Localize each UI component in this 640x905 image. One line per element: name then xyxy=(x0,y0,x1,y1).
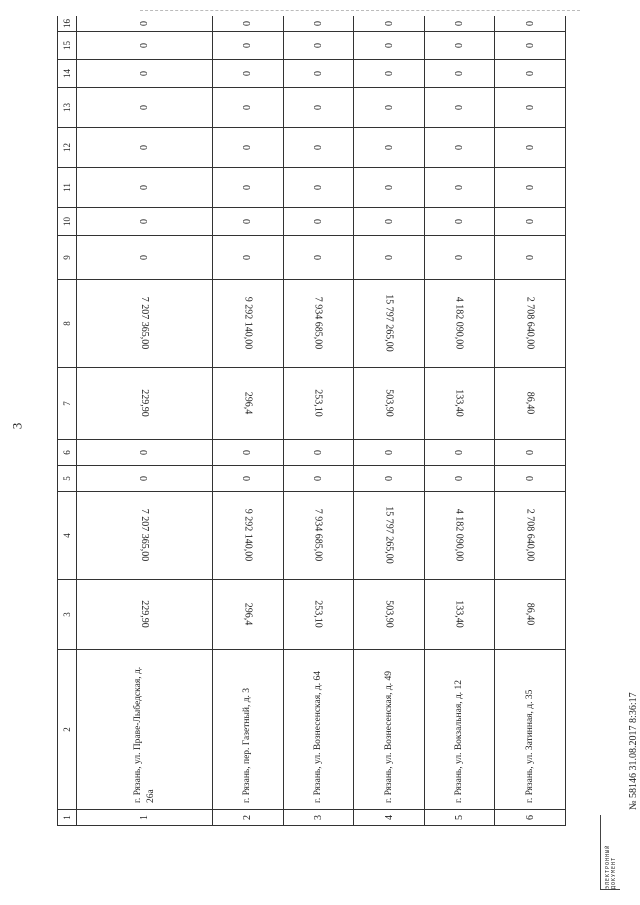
header-cell: 14 xyxy=(58,60,77,88)
value-cell: 0 xyxy=(213,60,284,88)
value-cell: 0 xyxy=(495,60,566,88)
value-cell: 0 xyxy=(283,466,354,492)
value-cell: 0 xyxy=(354,440,425,466)
value-cell: 229,90 xyxy=(77,368,213,440)
header-cell: 2 xyxy=(58,650,77,810)
address-cell: г. Рязань, ул. Вознесенская, д. 49 xyxy=(354,650,425,810)
value-cell: 0 xyxy=(495,32,566,60)
value-cell: 0 xyxy=(213,466,284,492)
value-cell: 0 xyxy=(354,208,425,236)
value-cell: 9 292 140,00 xyxy=(213,280,284,368)
value-cell: 9 292 140,00 xyxy=(213,492,284,580)
header-cell: 6 xyxy=(58,440,77,466)
value-cell: 0 xyxy=(495,88,566,128)
value-cell: 0 xyxy=(495,236,566,280)
table-row xyxy=(424,16,495,826)
value-cell: 0 xyxy=(213,88,284,128)
header-cell: 1 xyxy=(58,810,77,826)
value-cell: 0 xyxy=(424,60,495,88)
table-row xyxy=(213,16,284,826)
address-cell: г. Рязань, ул. Затинная, д. 35 xyxy=(495,650,566,810)
page-number: 3 xyxy=(9,422,25,430)
value-cell: 0 xyxy=(283,60,354,88)
value-cell: 2 708 640,00 xyxy=(495,280,566,368)
value-cell: 503,90 xyxy=(354,580,425,650)
value-cell: 0 xyxy=(213,168,284,208)
value-cell: 0 xyxy=(77,32,213,60)
row-number-cell: 6 xyxy=(495,810,566,826)
value-cell: 7 934 685,00 xyxy=(283,492,354,580)
value-cell: 133,40 xyxy=(424,580,495,650)
value-cell: 0 xyxy=(77,440,213,466)
value-cell: 15 797 265,00 xyxy=(354,280,425,368)
address-cell: г. Рязань, ул. Вознесенская, д. 64 xyxy=(283,650,354,810)
value-cell: 0 xyxy=(354,16,425,32)
value-cell: 15 797 265,00 xyxy=(354,492,425,580)
value-cell: 0 xyxy=(77,60,213,88)
header-cell: 10 xyxy=(58,208,77,236)
header-cell: 15 xyxy=(58,32,77,60)
value-cell: 0 xyxy=(213,236,284,280)
value-cell: 0 xyxy=(424,440,495,466)
value-cell: 0 xyxy=(283,168,354,208)
value-cell: 0 xyxy=(354,32,425,60)
value-cell: 7 207 365,00 xyxy=(77,280,213,368)
header-cell: 13 xyxy=(58,88,77,128)
value-cell: 0 xyxy=(424,208,495,236)
value-cell: 0 xyxy=(213,16,284,32)
value-cell: 4 182 090,00 xyxy=(424,280,495,368)
value-cell: 0 xyxy=(424,128,495,168)
value-cell: 0 xyxy=(77,208,213,236)
value-cell: 7 207 365,00 xyxy=(77,492,213,580)
value-cell: 0 xyxy=(213,32,284,60)
value-cell: 296,4 xyxy=(213,368,284,440)
header-row xyxy=(58,16,77,826)
value-cell: 0 xyxy=(424,466,495,492)
value-cell: 0 xyxy=(495,208,566,236)
value-cell: 86,40 xyxy=(495,580,566,650)
value-cell: 0 xyxy=(213,208,284,236)
value-cell: 0 xyxy=(424,168,495,208)
value-cell: 7 934 685,00 xyxy=(283,280,354,368)
address-cell: г. Рязань, пер. Газетный, д. 3 xyxy=(213,650,284,810)
header-cell: 7 xyxy=(58,368,77,440)
value-cell: 133,40 xyxy=(424,368,495,440)
value-cell: 0 xyxy=(495,440,566,466)
register-table-container xyxy=(57,16,566,826)
value-cell: 0 xyxy=(283,16,354,32)
row-number-cell: 3 xyxy=(283,810,354,826)
value-cell: 0 xyxy=(354,88,425,128)
value-cell: 0 xyxy=(495,16,566,32)
value-cell: 296,4 xyxy=(213,580,284,650)
register-table xyxy=(57,16,566,826)
value-cell: 2 708 640,00 xyxy=(495,492,566,580)
header-cell: 3 xyxy=(58,580,77,650)
header-cell: 5 xyxy=(58,466,77,492)
value-cell: 0 xyxy=(283,32,354,60)
value-cell: 503,90 xyxy=(354,368,425,440)
header-cell: 8 xyxy=(58,280,77,368)
value-cell: 4 182 090,00 xyxy=(424,492,495,580)
value-cell: 0 xyxy=(213,440,284,466)
value-cell: 0 xyxy=(424,88,495,128)
value-cell: 0 xyxy=(424,16,495,32)
header-cell: 12 xyxy=(58,128,77,168)
value-cell: 0 xyxy=(77,168,213,208)
table-row xyxy=(77,16,213,826)
value-cell: 0 xyxy=(283,88,354,128)
table-row xyxy=(354,16,425,826)
signature-line xyxy=(627,610,640,810)
value-cell: 0 xyxy=(354,236,425,280)
value-cell: 0 xyxy=(77,236,213,280)
value-cell: 0 xyxy=(424,32,495,60)
value-cell: 0 xyxy=(354,466,425,492)
table-row xyxy=(283,16,354,826)
value-cell: 0 xyxy=(424,236,495,280)
value-cell: 86,40 xyxy=(495,368,566,440)
value-cell: 253,10 xyxy=(283,368,354,440)
header-cell: 9 xyxy=(58,236,77,280)
value-cell: 0 xyxy=(495,168,566,208)
value-cell: 253,10 xyxy=(283,580,354,650)
header-cell: 11 xyxy=(58,168,77,208)
value-cell: 229,90 xyxy=(77,580,213,650)
value-cell: 0 xyxy=(283,128,354,168)
value-cell: 0 xyxy=(213,128,284,168)
value-cell: 0 xyxy=(283,440,354,466)
value-cell: 0 xyxy=(77,88,213,128)
row-number-cell: 2 xyxy=(213,810,284,826)
value-cell: 0 xyxy=(77,466,213,492)
header-cell: 16 xyxy=(58,16,77,32)
row-number-cell: 1 xyxy=(77,810,213,826)
table-row xyxy=(495,16,566,826)
value-cell: 0 xyxy=(495,128,566,168)
value-cell: 0 xyxy=(283,236,354,280)
value-cell: 0 xyxy=(77,128,213,168)
value-cell: 0 xyxy=(283,208,354,236)
value-cell: 0 xyxy=(495,466,566,492)
address-cell: г. Рязань, ул. Вокзальная, д. 12 xyxy=(424,650,495,810)
stamp-text: ЭЛЕКТРОННЫЙ ДОКУМЕНТ xyxy=(600,815,620,890)
value-cell: 0 xyxy=(77,16,213,32)
value-cell: 0 xyxy=(354,128,425,168)
row-number-cell: 5 xyxy=(424,810,495,826)
document-stamp xyxy=(600,815,620,890)
address-cell: г. Рязань, ул. Праве-Лыбедская, д. 26а xyxy=(77,650,213,810)
value-cell: 0 xyxy=(354,60,425,88)
top-scan-edge xyxy=(140,10,580,11)
value-cell: 0 xyxy=(354,168,425,208)
header-cell: 4 xyxy=(58,492,77,580)
row-number-cell: 4 xyxy=(354,810,425,826)
signature-text: № 58146 31.08.2017 8:36:17 xyxy=(628,692,639,810)
